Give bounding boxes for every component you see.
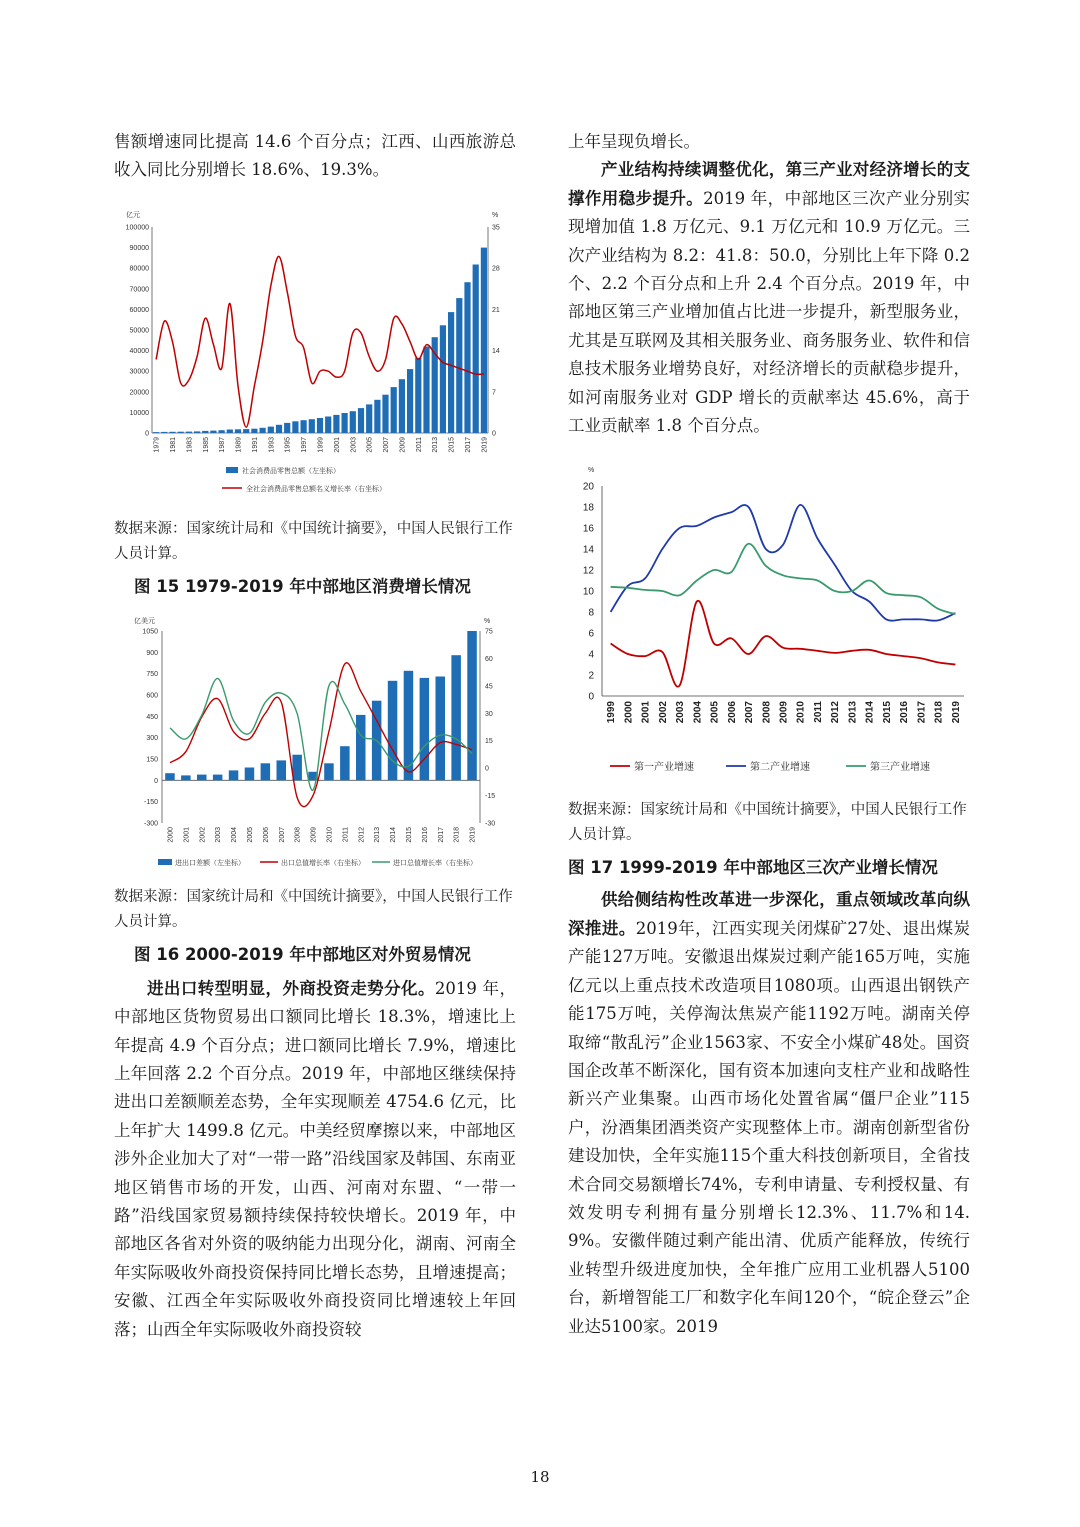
paragraph-trade (114, 975, 516, 1344)
x-tick-label: 2000 (167, 826, 175, 843)
industry-heading: 产业结构持续调整优化，第三产业对经济增长的支撑作用稳步提升。 (568, 160, 970, 208)
x-tick-label: 2004 (692, 701, 704, 724)
bar (366, 404, 372, 433)
industry-body: 2019 年，中部地区三次产业分别实现增加值 1.8 万亿元、9.1 万亿元和 10.9 万亿元。三次产业结构为 8.2：41.8：50.0，分别比上年下降 0.2 个、2.2 个百分点和上升 2.4 个百分点。2019 年，中部地区第三产业增加值占比进一步提升，新型服务业，尤其是互联网及其相关服务业、商务服务业、软件和信息技术服务业增势良好，对经济增长的贡献稳步提升，如河南服务业对 GDP 增长的贡献率达 45.6%，高于工业贡献率 1.8 个百分点。 (568, 188, 970, 436)
x-tick-label: 2004 (231, 826, 238, 843)
x-tick-label: 2011 (342, 826, 350, 842)
bar (161, 432, 167, 433)
x-tick-label: 2016 (421, 826, 429, 843)
bar (261, 763, 271, 780)
bar (399, 379, 405, 433)
x-tick-label: 2019 (481, 436, 489, 453)
x-tick-label: 2010 (795, 701, 807, 724)
x-tick-label: 2006 (726, 701, 738, 724)
bar (473, 264, 479, 433)
reform-body: 2019年，江西实现关闭煤矿27处、退出煤炭产能127万吨。安徽退出煤炭过剩产能165万吨，实施亿元以上重点技术改造项目1080项。山西退出钢铁产能175万吨，关停淘汰焦炭产能1192万吨。湖南关停取缔“散乱污”企业1563家、不安全小煤矿48处。国资国企改革不断深化，国有资本加速向支柱产业和战略性新兴产业集聚。山西市场化处置省属“僵尸企业”115户，汾酒集团酒类资产实现整体上市。湖南创新型省份建设加快，全年实施115个重大科技创新项目，全省技术合同交易额增长74%，专利申请量、专利授权量、有效发明专利拥有量分别增长12.3%、11.7%和14.9%。安徽伴随过剩产能出清、优质产能释放，传统行业转型升级进度加快，全年推广应用工业机器人5100台，新增智能工厂和数字化车间120个，“皖企登云”企业达5100家。2019 (568, 918, 970, 1336)
left-tick-label: 600 (146, 692, 158, 700)
bar (388, 681, 398, 781)
x-tick-label: 1991 (251, 436, 259, 453)
bar (391, 387, 397, 433)
bar (358, 408, 364, 433)
left-tick-label: 900 (146, 649, 158, 657)
x-tick-label: 2007 (744, 701, 755, 724)
bar (356, 715, 366, 780)
bar (382, 395, 388, 433)
left-tick-label: 1050 (142, 628, 158, 636)
paragraph-industry (568, 156, 970, 440)
bar (181, 775, 191, 780)
chart-consumption-growth (114, 205, 516, 505)
right-tick-label: 45 (485, 683, 493, 691)
legend-import-label: 进口总值增长率（右坐标） (393, 859, 477, 867)
right-column (568, 128, 970, 1341)
bar (350, 411, 356, 433)
x-tick-label: 2008 (294, 826, 302, 843)
y-axis-unit: % (588, 467, 595, 475)
figure-17-caption: 图 17 1999-2019 年中部地区三次产业增长情况 (568, 858, 938, 878)
x-tick-label: 2001 (183, 826, 191, 843)
left-tick-label: 300 (146, 734, 158, 742)
left-axis-unit: 亿元 (126, 211, 140, 219)
legend-bar-swatch (226, 467, 238, 473)
x-tick-label: 2015 (881, 701, 893, 724)
legend-bar-label: 社会消费品零售总额（左坐标） (242, 467, 340, 475)
right-axis-unit: % (484, 617, 491, 625)
bar (251, 429, 257, 433)
right-tick-label: 60 (485, 655, 493, 663)
x-tick-label: 1987 (219, 436, 227, 453)
y-tick-label: 12 (582, 565, 594, 577)
right-tick-label: 0 (492, 430, 496, 438)
reform-heading: 供给侧结构性改革进一步深化，重点领域改革向纵深推进。 (568, 890, 970, 938)
y-tick-label: 10 (582, 586, 594, 598)
x-tick-label: 2018 (933, 701, 945, 724)
y-tick-label: 6 (588, 628, 594, 640)
figure-16-caption: 图 16 2000-2019 年中部地区对外贸易情况 (134, 944, 471, 964)
bar (210, 430, 216, 432)
bar (324, 763, 334, 780)
bar (169, 432, 175, 433)
bar (292, 421, 298, 433)
x-tick-label: 2012 (830, 701, 842, 724)
x-tick-label: 2009 (778, 701, 790, 724)
figure-15-caption: 图 15 1979-2019 年中部地区消费增长情况 (134, 576, 471, 596)
x-tick-label: 2007 (383, 436, 391, 453)
y-tick-label: 18 (582, 502, 594, 514)
primary-growth-line (611, 601, 956, 687)
y-tick-label: 4 (588, 649, 594, 661)
bar (165, 773, 175, 780)
x-tick-label: 2009 (399, 436, 407, 453)
x-tick-label: 2009 (310, 826, 318, 843)
x-tick-label: 2017 (465, 436, 472, 453)
legend-label: 第一产业增速 (634, 762, 694, 774)
x-tick-label: 1993 (268, 436, 276, 453)
right-tick-label: 21 (492, 306, 500, 314)
x-tick-label: 2013 (432, 436, 440, 453)
bar (451, 655, 461, 780)
x-tick-label: 1995 (284, 436, 292, 453)
y-tick-label: 14 (582, 544, 594, 556)
x-tick-label: 2005 (709, 701, 721, 724)
bar (325, 416, 331, 433)
bar (423, 346, 429, 433)
right-tick-label: 28 (492, 265, 500, 273)
bar (219, 430, 225, 433)
right-tick-label: 0 (485, 765, 489, 773)
paragraph-tourism: 售额增速同比提高 14.6 个百分点；江西、山西旅游总收入同比分别增长 18.6%、19.3%。 (114, 132, 516, 180)
left-tick-label: 450 (146, 713, 158, 721)
bar (415, 358, 421, 433)
bar (440, 325, 446, 433)
paragraph-reform (568, 886, 970, 1341)
figure-17-source: 数据来源：国家统计局和《中国统计摘要》，中国人民银行工作人员计算。 (568, 802, 967, 844)
bar (301, 420, 307, 433)
x-tick-label: 2017 (916, 701, 928, 724)
left-tick-label: 30000 (129, 368, 149, 376)
x-tick-label: 2002 (199, 826, 207, 843)
x-tick-label: 1979 (153, 436, 161, 453)
bar (194, 431, 200, 433)
bar (186, 431, 192, 432)
x-tick-label: 2001 (333, 436, 341, 453)
bar (456, 298, 462, 433)
legend-label: 第二产业增速 (750, 762, 810, 774)
bar (213, 774, 223, 780)
left-tick-label: 80000 (129, 265, 149, 273)
legend-bar-swatch (158, 859, 172, 865)
right-axis-unit: % (492, 211, 499, 219)
bar (245, 767, 255, 780)
bar (333, 415, 339, 433)
x-tick-label: 1999 (317, 436, 325, 453)
y-tick-label: 20 (582, 481, 594, 493)
x-tick-label: 2002 (657, 701, 669, 724)
x-tick-label: 2003 (215, 826, 223, 843)
secondary-growth-line (611, 505, 956, 621)
x-tick-label: 2019 (950, 701, 962, 724)
left-tick-label: -150 (143, 798, 158, 806)
x-tick-label: 2015 (405, 826, 413, 843)
y-tick-label: 0 (588, 691, 594, 703)
right-tick-label: 75 (485, 628, 493, 636)
bar (464, 282, 470, 433)
left-tick-label: 0 (145, 430, 149, 438)
x-tick-label: 2012 (358, 826, 366, 843)
legend-label: 第三产业增速 (870, 762, 930, 774)
x-tick-label: 1981 (170, 436, 177, 453)
left-tick-label: 40000 (129, 347, 149, 355)
bar (284, 423, 290, 433)
bar (260, 428, 266, 433)
left-tick-label: 70000 (129, 286, 149, 294)
x-tick-label: 2016 (899, 701, 911, 724)
x-tick-label: 2013 (847, 701, 859, 724)
x-tick-label: 2019 (469, 826, 477, 843)
paragraph-continuation: 上年呈现负增长。 (568, 132, 700, 151)
x-tick-label: 2014 (390, 826, 398, 843)
x-tick-label: 2001 (640, 701, 652, 724)
tertiary-growth-line (611, 544, 956, 614)
x-tick-label: 2005 (246, 826, 254, 843)
bar (153, 432, 159, 433)
x-tick-label: 2011 (813, 701, 824, 724)
right-tick-label: -30 (485, 820, 496, 828)
bar (436, 676, 446, 780)
bar (448, 312, 454, 433)
y-tick-label: 16 (582, 523, 594, 535)
x-tick-label: 1997 (301, 436, 309, 453)
bar (342, 413, 348, 433)
x-tick-label: 2003 (675, 701, 687, 724)
figure-15-source: 数据来源：国家统计局和《中国统计摘要》，中国人民银行工作人员计算。 (114, 520, 513, 562)
bar (229, 770, 239, 780)
chart-foreign-trade (114, 611, 516, 873)
right-tick-label: 14 (492, 347, 500, 355)
bar (277, 760, 287, 780)
bar (340, 746, 350, 780)
left-tick-label: 750 (146, 670, 158, 678)
figure-16-source: 数据来源：国家统计局和《中国统计摘要》，中国人民银行工作人员计算。 (114, 888, 513, 930)
bar (268, 426, 274, 432)
x-tick-label: 1985 (202, 436, 210, 453)
bar (407, 369, 413, 433)
left-tick-label: 60000 (129, 306, 149, 314)
bar (227, 429, 233, 433)
y-tick-label: 8 (588, 607, 594, 619)
right-tick-label: 30 (485, 710, 493, 718)
bar (178, 432, 184, 433)
x-tick-label: 2005 (366, 436, 374, 453)
left-tick-label: 20000 (129, 389, 149, 397)
y-tick-label: 2 (588, 670, 594, 682)
left-axis-unit: 亿美元 (134, 617, 155, 625)
bar (467, 631, 477, 780)
x-tick-label: 2000 (623, 701, 635, 724)
x-tick-label: 2014 (864, 701, 876, 724)
x-tick-label: 2010 (326, 826, 334, 843)
x-tick-label: 2008 (761, 701, 773, 724)
x-tick-label: 2003 (350, 436, 358, 453)
bar (374, 400, 380, 433)
legend-bar-label: 进出口差额（左坐标） (175, 859, 245, 867)
bar (309, 419, 315, 433)
legend-line-label: 全社会消费品零售总额名义增长率（右坐标） (246, 485, 386, 493)
x-tick-label: 1999 (606, 701, 618, 724)
x-tick-label: 1989 (235, 436, 243, 453)
bar (243, 429, 249, 433)
x-tick-label: 2018 (453, 826, 461, 843)
right-tick-label: -15 (485, 792, 496, 800)
right-tick-label: 15 (485, 738, 493, 746)
bar (276, 425, 282, 433)
x-tick-label: 2007 (278, 826, 286, 843)
bar (197, 774, 207, 780)
bar (420, 678, 430, 780)
left-tick-label: 10000 (129, 409, 149, 417)
x-tick-label: 2013 (374, 826, 382, 843)
bar (317, 418, 323, 433)
left-tick-label: 90000 (129, 244, 149, 252)
bar (202, 431, 208, 433)
left-tick-label: 0 (154, 777, 158, 785)
chart-industry-growth (568, 460, 970, 790)
bar (292, 755, 302, 781)
left-tick-label: 50000 (129, 327, 149, 335)
page-number: 18 (530, 1468, 550, 1486)
trade-heading: 进出口转型明显，外商投资走势分化。 (147, 978, 435, 998)
x-tick-label: 1983 (186, 436, 194, 453)
left-tick-label: 150 (146, 756, 158, 764)
left-tick-label: -300 (143, 820, 158, 828)
x-tick-label: 2015 (448, 436, 456, 453)
left-column (114, 128, 516, 1344)
x-tick-label: 2011 (415, 436, 423, 452)
right-tick-label: 35 (492, 224, 500, 232)
bar (235, 429, 241, 433)
legend-export-label: 出口总值增长率（右坐标） (281, 859, 365, 867)
x-tick-label: 2006 (262, 826, 270, 843)
right-tick-label: 7 (492, 389, 496, 397)
bar (481, 247, 487, 432)
x-tick-label: 2017 (437, 826, 445, 843)
trade-body: 2019 年，中部地区货物贸易出口额同比增长 18.3%，增速比上年提高 4.9 个百分点；进口额同比增长 7.9%，增速比上年回落 2.2 个百分点。2019 年，中部地区继续保持进出口差额顺差态势，全年实现顺差 4754.6 亿元，比上年扩大 1499.8 亿元。中美经贸摩擦以来，中部地区涉外企业加大了对“一带一路”沿线国家及韩国、东南亚地区销售市场的开发，山西、河南对东盟、“一带一路”沿线国家贸易额持续保持较快增长。2019 年，中部地区各省对外资的吸纳能力出现分化，湖南、河南全年实际吸收外商投资保持同比增长态势，且增速提高；安徽、江西全年实际吸收外商投资同比增速较上年回落；山西全年实际吸收外商投资较 (114, 978, 516, 1339)
left-tick-label: 100000 (125, 224, 149, 232)
